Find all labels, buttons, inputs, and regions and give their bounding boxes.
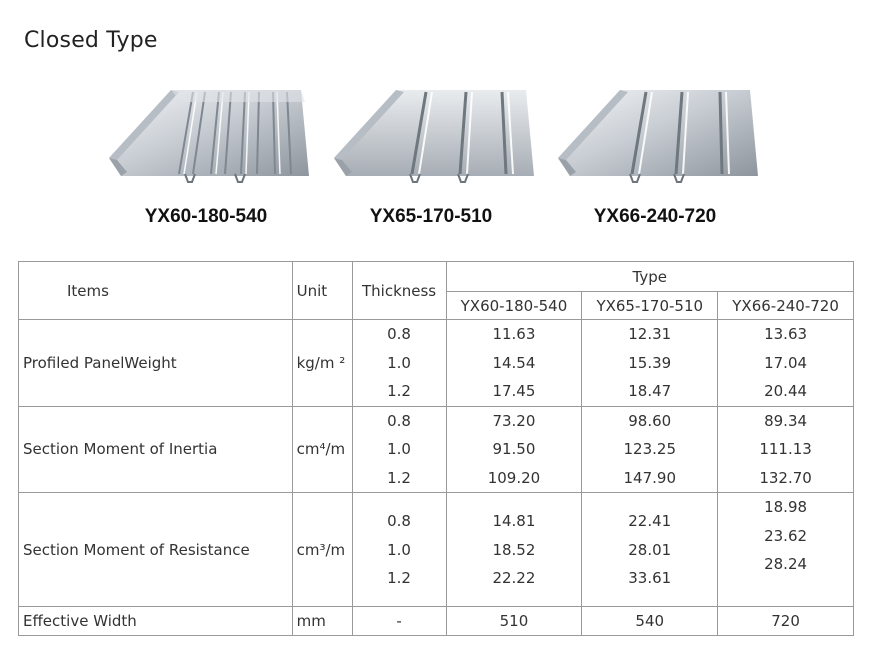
value-cell (718, 320, 854, 407)
value-cell (582, 406, 718, 493)
product-yx60 (101, 80, 311, 228)
value: 23.62 (764, 526, 808, 545)
thickness-value: 1.0 (387, 440, 411, 458)
table-row (19, 320, 854, 407)
value: 14.81 (492, 512, 536, 530)
value: 132.70 (759, 468, 812, 487)
product-yx65 (326, 80, 536, 228)
table-row (19, 493, 854, 607)
table-header-row (19, 262, 854, 292)
value: 17.04 (764, 353, 808, 372)
value: 109.20 (487, 468, 541, 487)
value: 91.50 (492, 440, 536, 458)
row-unit: kg/m ² (292, 320, 352, 407)
section-heading: Closed Type (24, 28, 158, 53)
value: 17.45 (492, 382, 536, 400)
thickness-value: - (352, 607, 446, 636)
header-thickness: Thickness (352, 262, 446, 320)
thickness-cell (352, 320, 446, 407)
value: 33.61 (628, 569, 672, 587)
thickness-value: 1.2 (387, 468, 411, 487)
row-label: Profiled PanelWeight (19, 320, 293, 407)
row-unit: mm (292, 607, 352, 636)
header-model: YX66-240-720 (718, 292, 854, 320)
value-cell (718, 406, 854, 493)
thickness-value: 1.0 (387, 540, 411, 559)
thickness-value: 1.0 (387, 353, 411, 372)
table-row (19, 406, 854, 493)
thickness-value: 1.2 (387, 382, 411, 400)
thickness-value: 1.2 (387, 569, 411, 587)
header-model: YX60-180-540 (446, 292, 582, 320)
header-items: Items (19, 262, 293, 320)
value: 89.34 (764, 411, 808, 430)
thickness-cell (352, 406, 446, 493)
row-unit: cm⁴/m (292, 406, 352, 493)
spec-table (18, 261, 854, 636)
value: 147.90 (623, 468, 676, 487)
product-yx66 (550, 80, 760, 228)
header-model: YX65-170-510 (582, 292, 718, 320)
value-cell (446, 320, 582, 407)
value: 111.13 (759, 440, 812, 458)
value: 15.39 (628, 353, 672, 372)
thickness-value: 0.8 (387, 411, 411, 430)
header-type: Type (446, 262, 853, 292)
value: 20.44 (764, 382, 808, 400)
value: 22.41 (628, 512, 672, 530)
value: 18.52 (492, 540, 536, 559)
value: 11.63 (492, 325, 536, 343)
value: 540 (582, 607, 718, 636)
row-label: Effective Width (19, 607, 293, 636)
row-label: Section Moment of Inertia (19, 406, 293, 493)
value-cell (718, 493, 854, 607)
value: 12.31 (628, 325, 672, 343)
value: 13.63 (764, 325, 808, 343)
value: 98.60 (628, 411, 672, 430)
thickness-value: 0.8 (387, 512, 411, 530)
product-name: YX60-180-540 (144, 206, 268, 227)
table-row (19, 607, 854, 636)
value: 720 (718, 607, 854, 636)
deck-panel-image (550, 80, 760, 184)
value: 510 (446, 607, 582, 636)
thickness-value: 0.8 (387, 325, 411, 343)
header-unit: Unit (292, 262, 352, 320)
product-name: YX66-240-720 (593, 206, 717, 227)
value: 18.98 (764, 498, 808, 516)
product-name: YX65-170-510 (369, 206, 493, 227)
value: 28.24 (764, 555, 808, 573)
row-unit: cm³/m (292, 493, 352, 607)
deck-panel-image (101, 80, 311, 184)
row-label: Section Moment of Resistance (19, 493, 293, 607)
value: 123.25 (623, 440, 676, 458)
deck-panel-image (326, 80, 536, 184)
value: 22.22 (492, 569, 536, 587)
value-cell (446, 406, 582, 493)
value: 73.20 (492, 411, 536, 430)
value-cell (446, 493, 582, 607)
value: 14.54 (492, 353, 536, 372)
value: 28.01 (628, 540, 672, 559)
thickness-cell (352, 493, 446, 607)
value: 18.47 (628, 382, 672, 400)
value-cell (582, 320, 718, 407)
value-cell (582, 493, 718, 607)
